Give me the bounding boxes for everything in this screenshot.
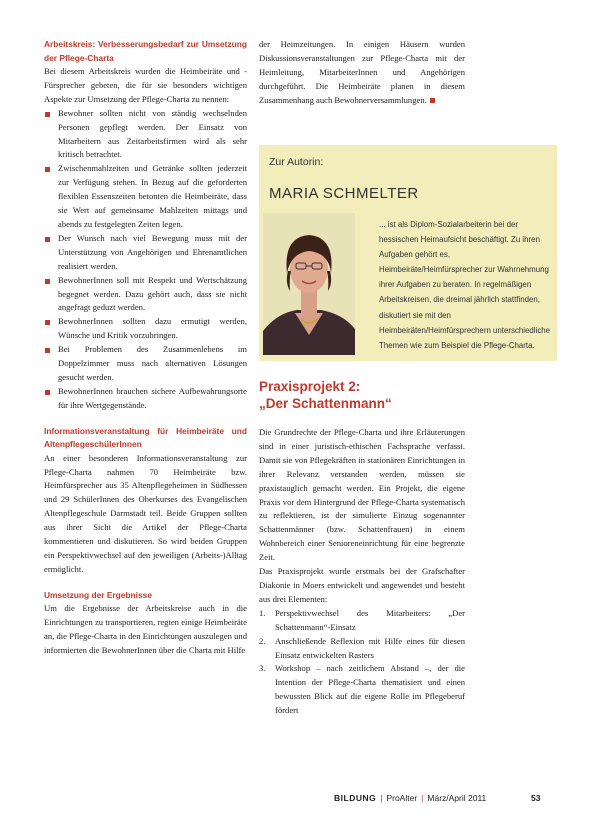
list-text: Workshop – nach zeitlichem Abstand –, der die Intention der Pflege-Charta thematisiert und einen bewussten Blick auf die eigene Rolle im Pflegeberuf fördert xyxy=(275,663,465,716)
author-photo xyxy=(263,213,355,355)
end-mark-icon xyxy=(430,98,435,103)
list-item: BewohnerInnen sollten dazu ermutigt werden, Wünsche und Kritik vorzubringen. xyxy=(44,315,247,343)
right-column-top xyxy=(259,38,465,108)
list-item: Zwischenmahlzeiten und Getränke sollten jederzeit zur Verfügung stehen. In Bezug auf die geforderten flexiblen Essenszeiten betonten die Heimbeiräte, dass sie Wert auf gemeinsame Mahlzeiten mittags und abends zu festgelegten Zeiten legen. xyxy=(44,162,247,232)
section-text: An einer besonderen Informationsveranstaltung zur Pflege-Charta nahmen 70 Heimbeiräte bzw. Heimfürsprecher aus 35 Altenpflegeheimen in Südhessen und 29 SchülerInnen des Oberkurses des Evangelischen Altenpflegeschule Darmstadt teil. Beide Gruppen sollten aus ihrer Sicht die Artikel der Pflege-Charta kommentieren und diskutieren. So wird beiden Gruppen ein Perspektivwechsel auf den jeweiligen (Arbeits-)Alltag ermöglicht. xyxy=(44,452,247,574)
project-section xyxy=(259,378,465,718)
section-text: Um die Ergebnisse der Arbeitskreise auch in die Einrichtungen zu transportieren, regten einige Heimbeiräte an, die Pflege-Charta in den Einrichtungen auszulegen und informierten die BewohnerInnen über die Charta mit Hilfe xyxy=(44,603,247,656)
project-title-line2: „Der Schattenmann“ xyxy=(259,396,392,411)
project-paragraph: Die Grundrechte der Pflege-Charta und ihre Erläuterungen sind in einer juristisch-ethischen Fachsprache verfasst. Damit sie von Pflegekräften in stationären Einrichtungen in ihrer Relevanz verstanden werden, müssen sie praxistauglich gemacht werden. Ein Projekt, die eigene Praxis vor dem Hintergrund der Pflege-Charta systematisch zu reflektieren, ist der simulierte Einzug sogenannter Schattenmänner (bzw. Schattenfrauen) in einem Wohnbereich einer Senioreneinrichtung für eine begrenzte Zeit. xyxy=(259,427,465,563)
footer-magazine: ProAlter xyxy=(386,793,418,803)
section-intro: Bei diesem Arbeitskreis wurden die Heimbeiräte und -Fürsprecher gebeten, die für sie besonders wichtigen Aspekte zur Umsetzung der Pflege-Charta zu nennen: xyxy=(44,66,247,104)
continuation-text: der Heimzeitungen. In einigen Häusern wurden Diskussionsveranstaltungen zur Pflege-Charta mit der Heimleitung, MitarbeiterInnen und Angehörigen durchgeführt. Die Heimbeiräte planen in diesem Zusammenhang auch Bewohnerversammlungen. xyxy=(259,39,465,105)
project-title-line1: Praxisprojekt 2: xyxy=(259,379,361,394)
left-column xyxy=(44,38,247,658)
list-item: Bewohner sollten nicht von ständig wechselnden Personen gepflegt werden. Der Einsatz von Mitarbeitern aus Zeitarbeitsfirmen wird als sehr kritisch betrachtet. xyxy=(44,107,247,163)
project-paragraph: Das Praxisprojekt wurde erstmals bei der Grafschafter Diakonie in Moers entwickelt und angewendet und besteht aus drei Elementen: xyxy=(259,566,465,604)
list-item xyxy=(259,607,465,635)
author-label: Zur Autorin: xyxy=(269,156,324,168)
list-text: Anschließende Reflexion mit Hilfe eines für diesen Einsatz entwickelten Rasters xyxy=(275,635,465,660)
list-item: Bei Problemen des Zusammenlebens im Doppelzimmer muss nach alternativen Lösungen gesucht werden. xyxy=(44,343,247,385)
list-item xyxy=(259,662,465,718)
list-number: 2. xyxy=(259,635,266,646)
footer-issue: März/April 2011 xyxy=(427,793,487,803)
project-elements-list xyxy=(259,607,465,718)
author-name: MARIA SCHMELTER xyxy=(269,185,419,202)
project-body xyxy=(259,426,465,718)
list-item xyxy=(259,635,465,663)
page-number: 53 xyxy=(531,793,541,803)
section-heading-informationsveranstaltung: Informationsveranstaltung für Heimbeiräte und AltenpflegeschülerInnen xyxy=(44,425,247,450)
section-heading-umsetzung: Umsetzung der Ergebnisse xyxy=(44,589,152,600)
author-box xyxy=(259,145,557,361)
list-number: 1. xyxy=(259,607,266,618)
page-footer: BILDUNG | ProAlter | März/April 2011 xyxy=(334,793,487,803)
list-item: BewohnerInnen brauchen sichere Aufbewahrungsorte für ihre Wertgegenstände. xyxy=(44,385,247,413)
list-item: BewohnerInnen soll mit Respekt und Wertschätzung begegnet werden. Dazu gehört auch, dass sie nicht angefragt geduzt werden. xyxy=(44,274,247,316)
list-item: Der Wunsch nach viel Bewegung muss mit der Unterstützung von Angehörigen und Ehrenamtlichen realisiert werden. xyxy=(44,232,247,274)
demand-list xyxy=(44,107,247,413)
section-heading-arbeitskreis: Arbeitskreis: Verbesserungsbedarf zur Umsetzung der Pflege-Charta xyxy=(44,39,247,63)
author-bio: ... ist als Diplom-Sozialarbeiterin bei der hessischen Heimaufsicht beschäftigt. Zu ihren Aufgaben gehört es, Heimbeiräte/Heimfürsprecher zur Wahrnehmung ihrer Aufgaben zu beraten. In regelmäßigen Arbeitskreisen, die dreimal jährlich stattfinden, diskutiert sie mit den Heimbeiräten/Heimfürsprechern unterschiedliche Themen wie zum Beispiel die Pflege-Charta. xyxy=(379,220,551,350)
list-text: Perspektivwechsel des Mitarbeiters: „Der Schattenmann“-Einsatz xyxy=(275,607,465,632)
list-number: 3. xyxy=(259,663,266,674)
footer-section: BILDUNG xyxy=(334,793,377,803)
